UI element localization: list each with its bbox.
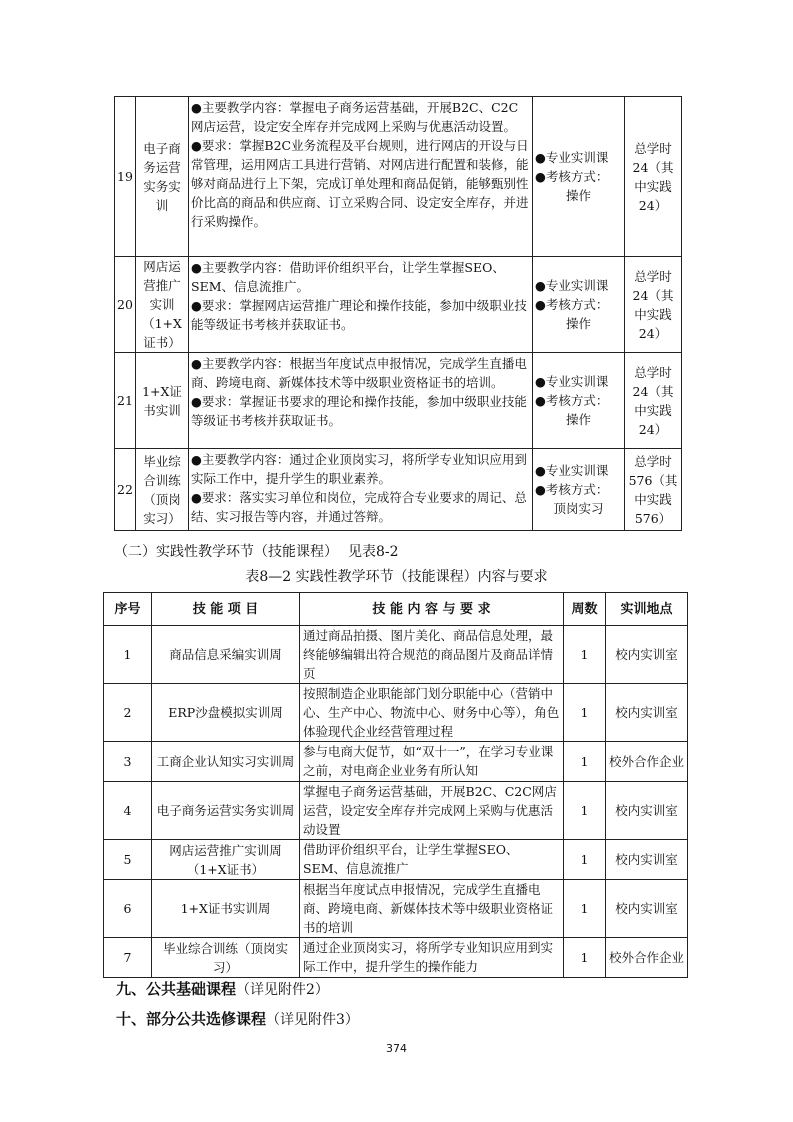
course-content bbox=[189, 353, 533, 449]
course-main-content: ●主要教学内容：根据当年度试点申报情况，完成学生直播电商、跨境电商、新媒体技术等中级职业资格证书的培训。 bbox=[191, 356, 527, 390]
table-row bbox=[104, 742, 688, 782]
table-caption: 表8—2 实践性教学环节（技能课程）内容与要求 bbox=[245, 569, 548, 585]
header-no: 序号 bbox=[104, 593, 152, 626]
section-10-heading bbox=[116, 1008, 359, 1029]
course-hours: 总学时576（其中实践576） bbox=[625, 449, 682, 531]
course-assess-label: ●考核方式： bbox=[535, 393, 609, 408]
header-weeks: 周数 bbox=[564, 593, 606, 626]
course-row-22 bbox=[115, 449, 682, 531]
course-requirement: ●要求：掌握网店运营推广理论和操作技能，参加中级职业技能等级证书考核并获取证书。 bbox=[191, 298, 527, 332]
table-row bbox=[104, 938, 688, 978]
table-row bbox=[104, 880, 688, 938]
course-assess: 操作 bbox=[565, 188, 591, 203]
row-desc: 参与电商大促节，如“双十一”，在学习专业课之前，对电商企业业务有所认知 bbox=[300, 742, 564, 782]
section-heading bbox=[114, 541, 399, 561]
table-row bbox=[104, 684, 688, 742]
course-requirement: ●要求：掌握B2C业务流程及平台规则，进行网店的开设与日常管理，运用网店工具进行营销、对网店进行配置和装修，能够对商品进行上下架，完成订单处理和商品促销，能够甄别性价比高的商品和供应商、订立采购合同、设定安全库存，并进行采购操作。 bbox=[191, 138, 529, 229]
section-ref: 见表8-2 bbox=[348, 544, 399, 560]
row-desc: 通过商品拍摄、图片美化、商品信息处理，最终能够编辑出符合规范的商品图片及商品详情页 bbox=[300, 626, 564, 684]
row-place: 校内实训室 bbox=[606, 782, 688, 840]
table-row bbox=[104, 840, 688, 880]
skill-course-table bbox=[103, 592, 688, 978]
row-place: 校内实训室 bbox=[606, 840, 688, 880]
course-requirement: ●要求：掌握证书要求的理论和操作技能，参加中级职业技能等级证书考核并获取证书。 bbox=[191, 394, 527, 428]
section-10-title: 十、部分公共选修课程 bbox=[116, 1010, 267, 1028]
row-weeks: 1 bbox=[564, 742, 606, 782]
row-place: 校内实训室 bbox=[606, 626, 688, 684]
course-hours: 总学时24（其中实践24） bbox=[625, 257, 682, 353]
row-no: 1 bbox=[104, 626, 152, 684]
row-no: 3 bbox=[104, 742, 152, 782]
row-desc: 通过企业顶岗实习，将所学专业知识应用到实际工作中，提升学生的操作能力 bbox=[300, 938, 564, 978]
course-main-content: ●主要教学内容：借助评价组织平台，让学生掌握SEO、SEM、信息流推广。 bbox=[191, 260, 505, 294]
course-assess: 操作 bbox=[565, 412, 591, 427]
row-desc: 借助评价组织平台，让学生掌握SEO、SEM、信息流推广 bbox=[300, 840, 564, 880]
course-row-19 bbox=[115, 97, 682, 257]
row-no: 2 bbox=[104, 684, 152, 742]
row-desc: 根据当年度试点申报情况，完成学生直播电商、跨境电商、新媒体技术等中级职业资格证书的培训 bbox=[300, 880, 564, 938]
course-no: 19 bbox=[115, 97, 136, 257]
row-desc: 按照制造企业职能部门划分职能中心（营销中心、生产中心、物流中心、财务中心等），角色体验现代企业经营管理过程 bbox=[300, 684, 564, 742]
row-item: ERP沙盘模拟实训周 bbox=[152, 684, 300, 742]
row-item: 1+X证书实训周 bbox=[152, 880, 300, 938]
course-type: ●专业实训课 bbox=[535, 278, 609, 293]
row-weeks: 1 bbox=[564, 938, 606, 978]
table-row bbox=[104, 626, 688, 684]
header-item: 技 能 项 目 bbox=[152, 593, 300, 626]
course-name: 网店运营推广实训（1+X证书） bbox=[136, 257, 189, 353]
course-hours: 总学时24（其中实践24） bbox=[625, 97, 682, 257]
table-header-row bbox=[104, 593, 688, 626]
course-main-content: ●主要教学内容：通过企业顶岗实习，将所学专业知识应用到实际工作中，提升学生的职业素养。 bbox=[191, 452, 527, 486]
row-place: 校外合作企业 bbox=[606, 938, 688, 978]
page-number: 374 bbox=[386, 1042, 407, 1055]
course-hours: 总学时24（其中实践24） bbox=[625, 353, 682, 449]
course-mode bbox=[533, 97, 625, 257]
row-no: 5 bbox=[104, 840, 152, 880]
course-no: 21 bbox=[115, 353, 136, 449]
course-mode bbox=[533, 353, 625, 449]
course-main-content: ●主要教学内容：掌握电子商务运营基础，开展B2C、C2C网店运营，设定安全库存并完成网上采购与优惠活动设置。 bbox=[191, 100, 519, 134]
course-row-20 bbox=[115, 257, 682, 353]
course-content bbox=[189, 257, 533, 353]
section-heading-text: （二）实践性教学环节（技能课程） bbox=[114, 544, 338, 560]
section-9-note: （详见附件2） bbox=[236, 982, 329, 998]
course-type: ●专业实训课 bbox=[535, 374, 609, 389]
row-weeks: 1 bbox=[564, 880, 606, 938]
course-name: 1+X证书实训 bbox=[136, 353, 189, 449]
header-place: 实训地点 bbox=[606, 593, 688, 626]
course-name: 毕业综合训练（顶岗实习） bbox=[136, 449, 189, 531]
course-content bbox=[189, 449, 533, 531]
row-desc: 掌握电子商务运营基础，开展B2C、C2C网店运营，设定安全库存并完成网上采购与优惠活动设置 bbox=[300, 782, 564, 840]
row-weeks: 1 bbox=[564, 684, 606, 742]
row-weeks: 1 bbox=[564, 626, 606, 684]
course-mode bbox=[533, 449, 625, 531]
section-9-title: 九、公共基础课程 bbox=[116, 980, 237, 998]
course-type: ●专业实训课 bbox=[535, 150, 609, 165]
course-assess: 顶岗实习 bbox=[553, 501, 604, 516]
row-place: 校内实训室 bbox=[606, 880, 688, 938]
course-assess-label: ●考核方式： bbox=[535, 482, 609, 497]
row-item: 毕业综合训练（顶岗实习） bbox=[152, 938, 300, 978]
row-no: 6 bbox=[104, 880, 152, 938]
course-assess-label: ●考核方式： bbox=[535, 169, 609, 184]
course-assess: 操作 bbox=[565, 316, 591, 331]
row-no: 4 bbox=[104, 782, 152, 840]
course-name: 电子商务运营实务实训 bbox=[136, 97, 189, 257]
section-9-heading bbox=[116, 978, 329, 999]
course-no: 22 bbox=[115, 449, 136, 531]
row-item: 网店运营推广实训周（1+X证书） bbox=[152, 840, 300, 880]
course-content bbox=[189, 97, 533, 257]
row-item: 工商企业认知实习实训周 bbox=[152, 742, 300, 782]
section-10-note: （详见附件3） bbox=[266, 1012, 359, 1028]
row-place: 校外合作企业 bbox=[606, 742, 688, 782]
header-desc: 技 能 内 容 与 要 求 bbox=[300, 593, 564, 626]
course-type: ●专业实训课 bbox=[535, 463, 609, 478]
course-no: 20 bbox=[115, 257, 136, 353]
row-place: 校内实训室 bbox=[606, 684, 688, 742]
course-mode bbox=[533, 257, 625, 353]
row-item: 电子商务运营实务实训周 bbox=[152, 782, 300, 840]
course-assess-label: ●考核方式： bbox=[535, 297, 609, 312]
course-requirement: ●要求：落实实习单位和岗位，完成符合专业要求的周记、总结、实习报告等内容，并通过答辩。 bbox=[191, 490, 527, 524]
practice-course-table bbox=[114, 96, 682, 531]
row-weeks: 1 bbox=[564, 840, 606, 880]
course-row-21 bbox=[115, 353, 682, 449]
row-weeks: 1 bbox=[564, 782, 606, 840]
row-item: 商品信息采编实训周 bbox=[152, 626, 300, 684]
table-row bbox=[104, 782, 688, 840]
row-no: 7 bbox=[104, 938, 152, 978]
